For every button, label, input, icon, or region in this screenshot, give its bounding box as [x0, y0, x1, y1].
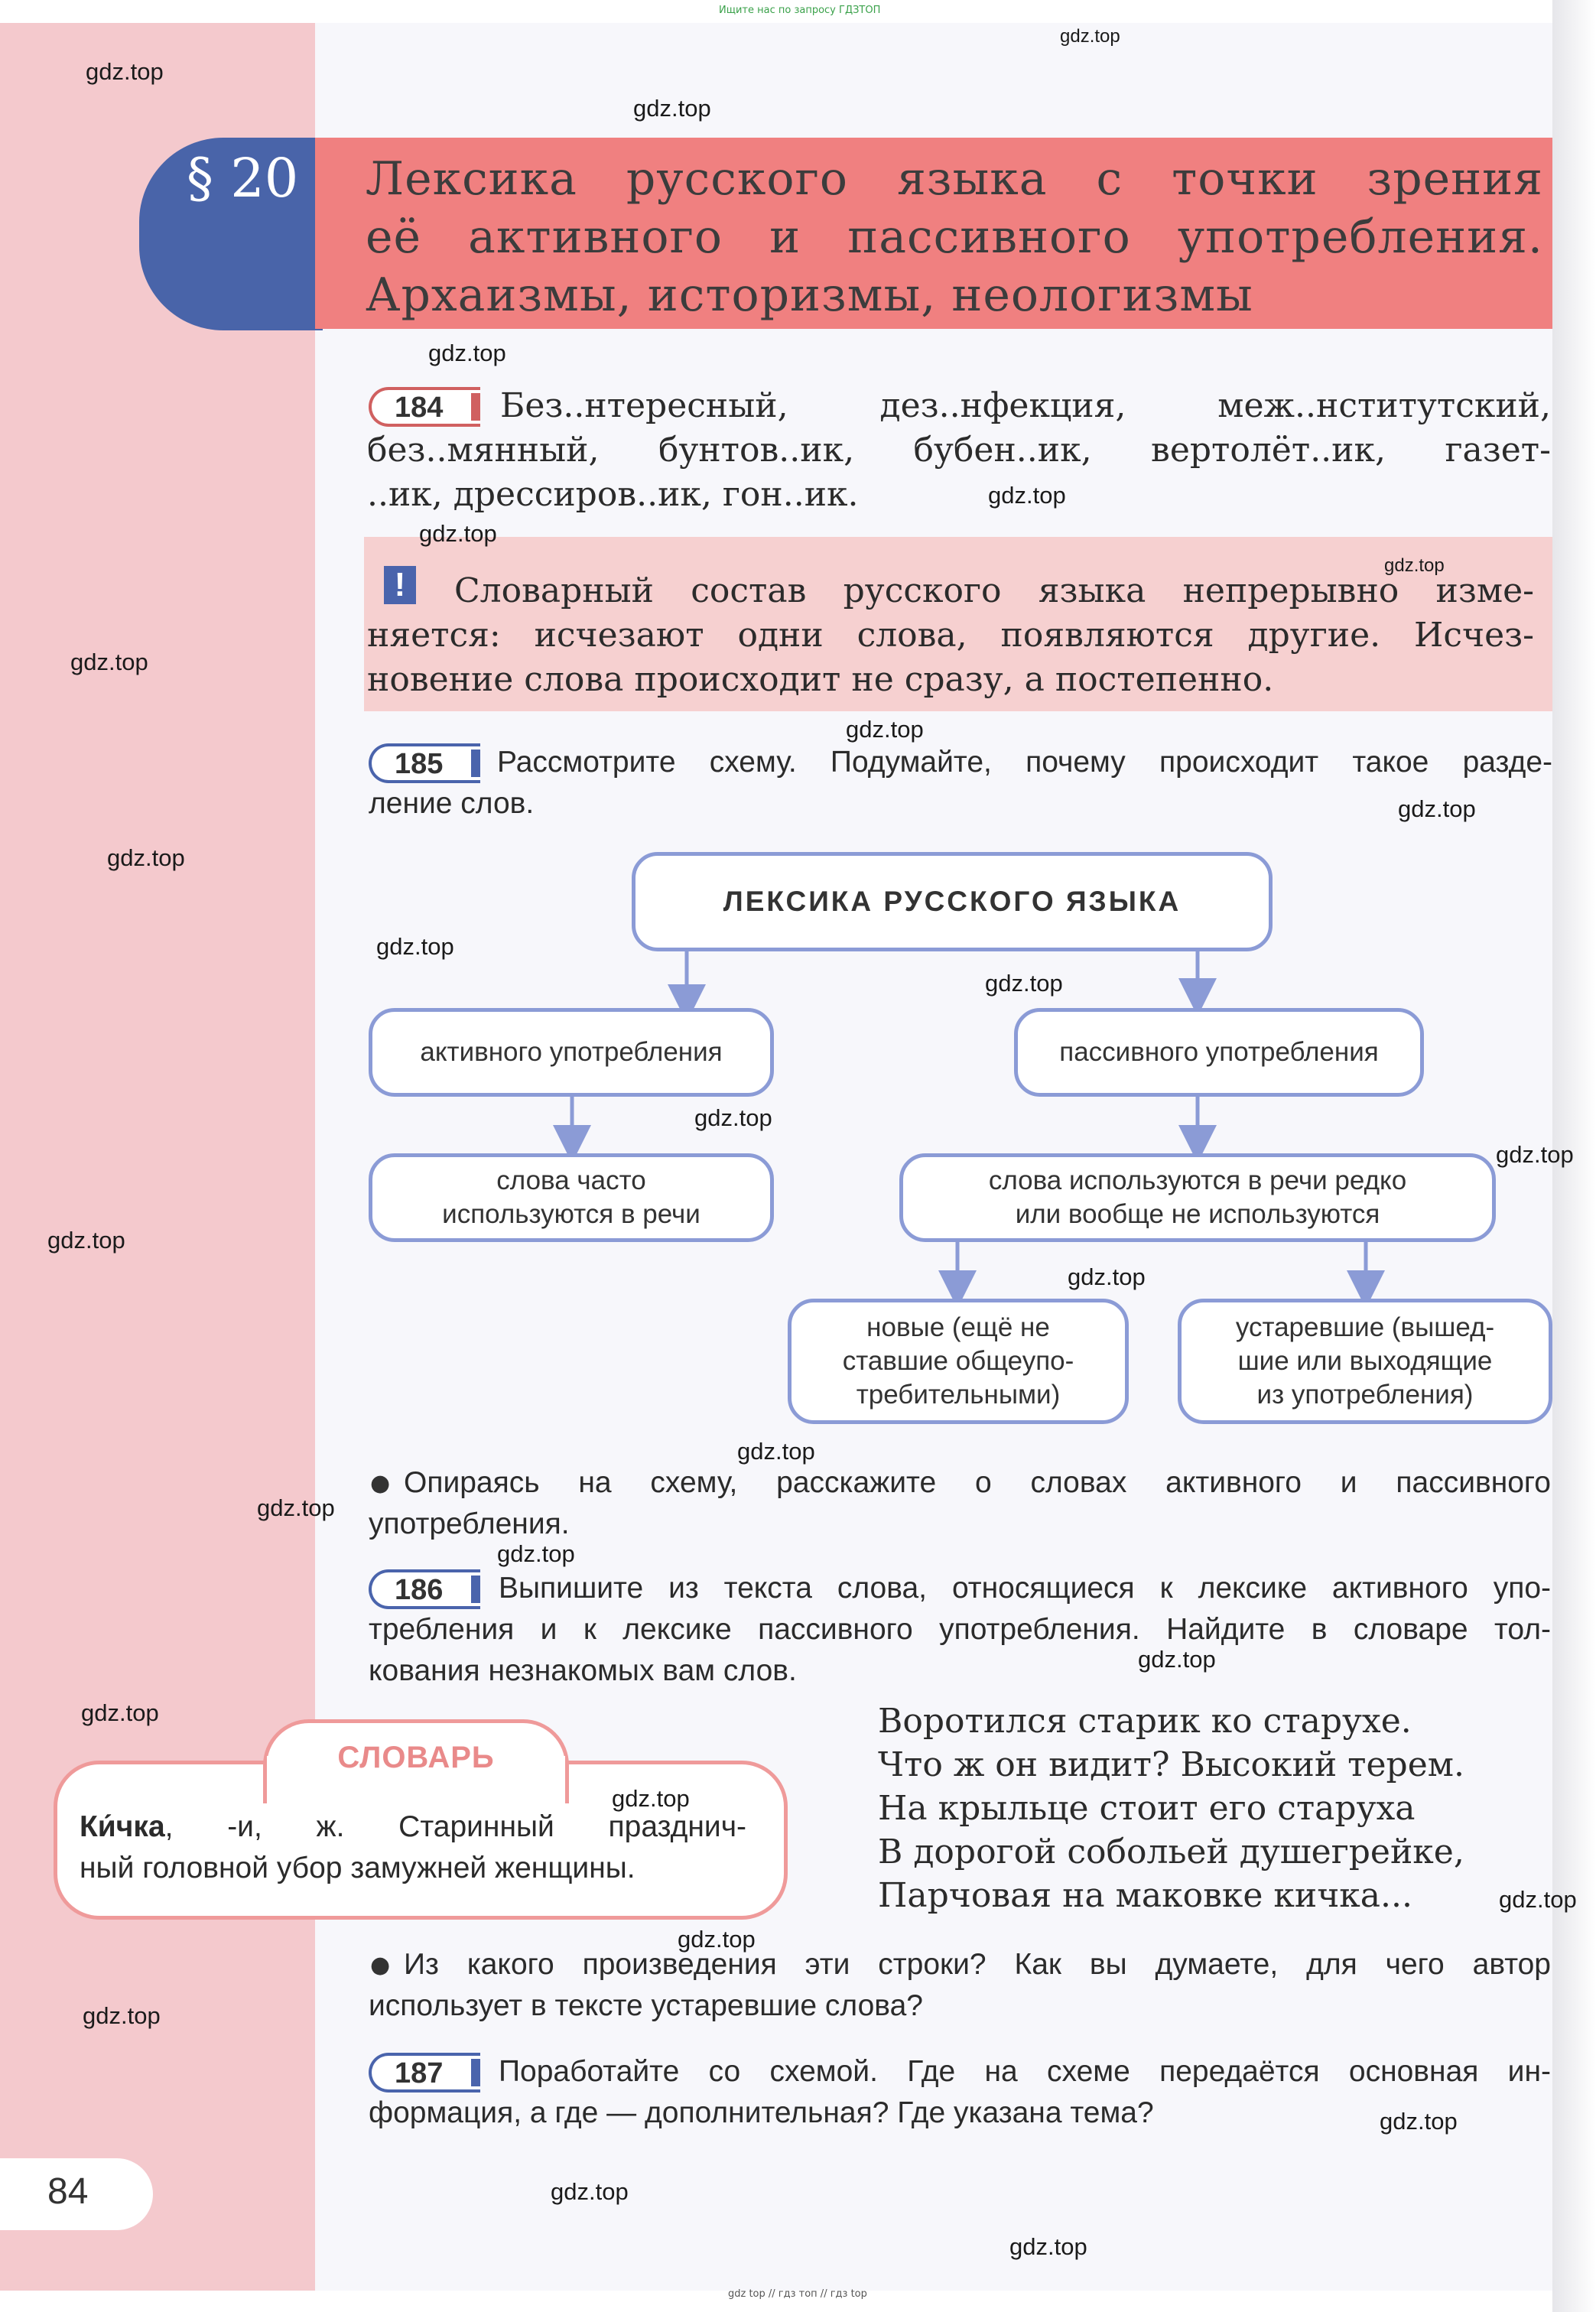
- node-line: шие или выходящие: [1237, 1346, 1493, 1376]
- title-line: её активного и пассивного употребления.: [366, 210, 1543, 264]
- poem-line: Что ж он видит? Высокий терем.: [878, 1745, 1464, 1784]
- exercise-186-line: кования незнакомых вам слов.: [369, 1654, 797, 1687]
- watermark: gdz.top: [633, 95, 711, 122]
- exercise-number-187: 187: [369, 2053, 480, 2093]
- exercise-187-line: формация, а где — дополнительная? Где указана тема?: [369, 2096, 1154, 2129]
- diagram-root-node: ЛЕКСИКА РУССКОГО ЯЗЫКА: [632, 852, 1273, 951]
- watermark: gdz.top: [81, 1699, 159, 1726]
- poem-line: Воротился старик ко старухе.: [878, 1702, 1412, 1741]
- watermark: gdz.top: [1068, 1263, 1146, 1290]
- dictionary-headword: Ки́чка: [80, 1810, 165, 1843]
- node-line: устаревшие (вышед-: [1235, 1312, 1495, 1342]
- watermark: gdz.top: [1060, 26, 1120, 47]
- exclamation-icon: !: [384, 566, 416, 604]
- watermark: gdz.top: [257, 1494, 335, 1521]
- node-line: или вообще не используются: [1015, 1199, 1380, 1229]
- node-line: из употребления): [1256, 1380, 1474, 1410]
- bullet-icon: ●: [370, 1470, 391, 1497]
- watermark: gdz.top: [1138, 1646, 1216, 1673]
- watermark: gdz.top: [1384, 555, 1445, 576]
- dictionary-title: СЛОВАРЬ: [337, 1741, 495, 1774]
- exercise-184-line: ..ик, дрессиров..ик, гон..ик.: [367, 475, 859, 514]
- watermark: gdz.top: [86, 58, 164, 85]
- watermark: gdz.top: [70, 649, 148, 675]
- poem: [878, 1699, 1551, 1917]
- watermark: gdz.top: [1499, 1886, 1577, 1913]
- bullet-icon: ●: [370, 1952, 391, 1979]
- title-line: Архаизмы, историзмы, неологизмы: [366, 268, 1253, 322]
- watermark: gdz.top: [83, 2002, 161, 2029]
- title-line: Лексика русского языка с точки зрения: [366, 152, 1543, 206]
- watermark: gdz.top: [678, 1926, 756, 1953]
- exercise-number-185: 185: [369, 743, 480, 783]
- dictionary-definition: , -и, ж. Старинный празднич-: [164, 1810, 746, 1843]
- watermark: gdz.top: [47, 1227, 125, 1254]
- bottom-note: gdz top // гдз топ // гдз top: [728, 2288, 867, 2300]
- rule-line: Словарный состав русского языка непрерывно изме-: [454, 571, 1534, 610]
- rule-line: новение слова происходит не сразу, а постепенно.: [367, 660, 1274, 699]
- paragraph-number: § 20: [187, 147, 299, 210]
- exercise-187-line: Поработайте со схемой. Где на схеме передаётся основная ин-: [499, 2055, 1551, 2088]
- exercise-186-line: Выпишите из текста слова, относящиеся к лексике активного упо-: [499, 1572, 1551, 1605]
- watermark: gdz.top: [1496, 1141, 1574, 1168]
- exercise-184-line: Без..нтересный, дез..нфекция, меж..нститутский,: [500, 386, 1551, 425]
- node-line: слова используются в речи редко: [988, 1166, 1407, 1195]
- poem-line: Парчовая на маковке кичка...: [878, 1876, 1412, 1915]
- task-185-line: употребления.: [369, 1507, 570, 1540]
- diagram-active-node: активного употребления: [369, 1008, 774, 1097]
- exercise-number-184: 184: [369, 387, 480, 427]
- watermark: gdz.top: [1380, 2108, 1458, 2135]
- poem-line: В дорогой собольей душегрейке,: [878, 1832, 1464, 1871]
- diagram-passive-desc-node: [899, 1153, 1496, 1242]
- exercise-185-line: Рассмотрите схему. Подумайте, почему происходит такое разде-: [497, 746, 1552, 779]
- exercise-185-line: ление слов.: [369, 787, 535, 820]
- watermark: gdz.top: [428, 340, 506, 366]
- watermark: gdz.top: [1398, 795, 1476, 822]
- node-line: слова часто: [496, 1166, 646, 1195]
- poem-line: На крыльце стоит его старуха: [878, 1789, 1416, 1828]
- diagram-old-words-node: [1178, 1299, 1552, 1424]
- task-186-line: Из какого произведения эти строки? Как вы думаете, для чего автор: [404, 1948, 1551, 1981]
- top-note: Ищите нас по запросу ГДЗТОП: [719, 5, 881, 16]
- watermark: gdz.top: [694, 1104, 772, 1131]
- watermark: gdz.top: [985, 970, 1063, 997]
- exercise-number-186: 186: [369, 1569, 480, 1609]
- node-line: требительными): [856, 1380, 1061, 1410]
- watermark: gdz.top: [846, 716, 924, 743]
- page-number: 84: [47, 2171, 89, 2212]
- task-185-line: Опираясь на схему, расскажите о словах активного и пассивного: [404, 1466, 1551, 1499]
- watermark: gdz.top: [737, 1438, 815, 1465]
- watermark: gdz.top: [612, 1785, 690, 1812]
- exercise-186-line: требления и к лексике пассивного употребления. Найдите в словаре тол-: [369, 1613, 1551, 1646]
- exercise-184-line: без..мянный, бунтов..ик, бубен..ик, вертолёт..ик, газет-: [367, 431, 1551, 470]
- watermark: gdz.top: [376, 933, 454, 960]
- watermark: gdz.top: [107, 844, 185, 871]
- watermark: gdz.top: [419, 520, 497, 547]
- diagram-passive-node: пассивного употребления: [1014, 1008, 1424, 1097]
- node-line: ставшие общеупо-: [842, 1346, 1074, 1376]
- node-line: новые (ещё не: [866, 1312, 1050, 1342]
- dictionary-definition-line: ный головной убор замужней женщины.: [80, 1852, 635, 1884]
- watermark: gdz.top: [988, 482, 1066, 509]
- watermark: gdz.top: [1009, 2233, 1087, 2260]
- task-186-line: использует в тексте устаревшие слова?: [369, 1989, 923, 2022]
- dictionary-entry: [80, 1806, 746, 1889]
- watermark: gdz.top: [551, 2178, 629, 2205]
- diagram-new-words-node: [788, 1299, 1129, 1424]
- watermark: gdz.top: [497, 1540, 575, 1567]
- node-line: используются в речи: [442, 1199, 700, 1229]
- diagram-active-desc-node: [369, 1153, 774, 1242]
- rule-line: няется: исчезают одни слова, появляются другие. Исчез-: [367, 616, 1534, 655]
